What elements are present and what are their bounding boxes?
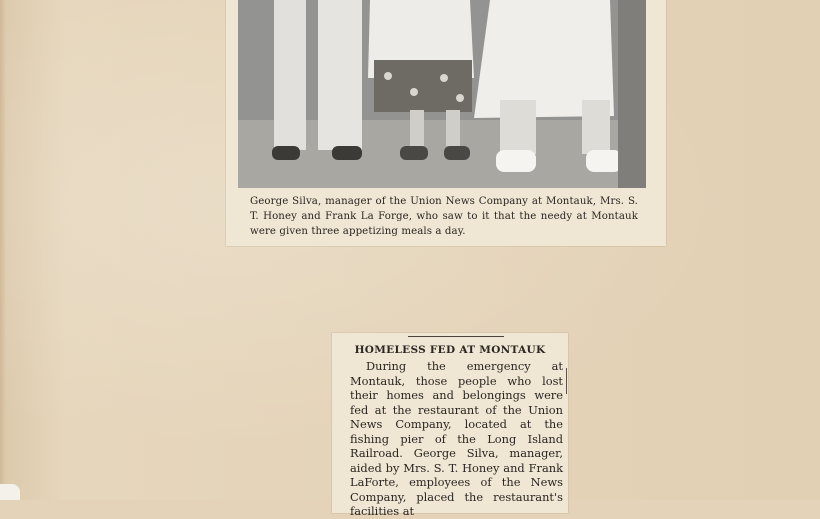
page-corner-tab [0, 484, 20, 500]
margin-pencil-mark [566, 368, 567, 394]
photo-figures [238, 0, 646, 188]
page-edge-shadow [0, 0, 6, 500]
article-body: During the emergency at Montauk, those people who lost their homes and belongings were fed at the restaurant of the Union News Company, located at the fishing pier of the Long Island Railroad. George Silva, manager, aided by Mrs. S. T. Honey and Frank LaForte, employees of the News Company, placed the restaurant's facilities at [350, 359, 563, 518]
photo-caption: George Silva, manager of the Union News Company at Montauk, Mrs. S. T. Honey and Frank La Forge, who saw to it that the needy at Montauk were given three appetizing meals a day. [250, 196, 638, 237]
headline-rule [408, 336, 504, 337]
article-headline: HOMELESS FED AT MONTAUK [354, 344, 546, 356]
newspaper-photo [238, 0, 646, 188]
